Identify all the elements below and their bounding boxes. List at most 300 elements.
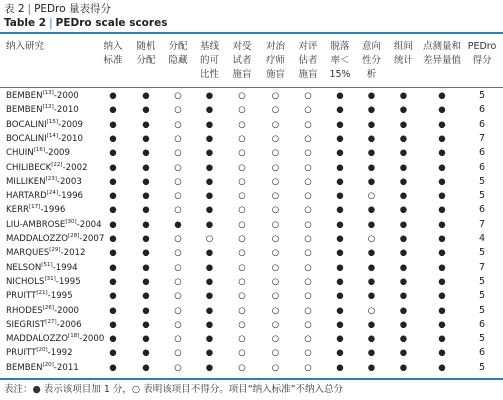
criterion-unmet-mark: ○ [174,362,182,373]
criterion-met-mark: ● [205,334,214,345]
criterion-met-mark: ● [336,148,344,159]
table-note: 表注：● 表示该项目加 1 分，○ 表明该项目不得分。项目“纳入标准”不纳入总分 [4,384,344,395]
criterion-met-mark: ● [399,234,408,244]
criterion-unmet-mark: ○ [271,262,280,273]
pedro-score-cell: 4 [478,233,486,244]
pedro-score-cell: 5 [478,361,486,373]
criterion-unmet-mark: ○ [271,348,280,359]
criterion-met-mark: ● [142,262,150,273]
pedro-score-cell: 5 [478,275,486,287]
criterion-met-mark: ● [336,205,344,216]
criterion-met-mark: ● [399,148,408,159]
study-author: BEMBEN [6,362,43,373]
criterion-unmet-mark: ○ [304,162,312,173]
study-year: -2003 [56,176,82,187]
study-year: -2009 [57,119,83,130]
criterion-met-mark: ● [336,262,344,273]
study-year: -2011 [53,362,79,373]
criterion-met-mark: ● [205,219,214,230]
criterion-unmet-mark: ○ [271,305,280,316]
study-year: -2002 [62,162,88,173]
criterion-met-mark: ● [367,91,376,101]
criterion-met-mark: ● [205,133,214,144]
criterion-met-mark: ● [109,119,117,130]
header-eligibility: 纳入 标准 [103,41,123,66]
criterion-met-mark: ● [109,291,117,302]
criterion-met-mark: ● [205,248,214,259]
criterion-met-mark: ● [336,362,344,373]
study-reference: [12] [42,104,54,111]
pedro-score-cell: 5 [478,190,486,202]
criterion-met-mark: ● [336,162,344,173]
header-concealed-allocation: 分配 隐藏 [168,41,188,66]
criterion-met-mark: ● [399,119,408,130]
study-year: -1996 [58,191,84,202]
study-reference: [15] [46,118,58,125]
criterion-met-mark: ● [438,162,446,173]
criterion-met-mark: ● [399,176,408,187]
criterion-met-mark: ● [399,319,408,330]
criterion-met-mark: ● [109,191,117,202]
criterion-met-mark: ● [438,262,446,273]
criterion-met-mark: ● [142,119,150,130]
criterion-met-mark: ● [399,191,408,202]
criterion-met-mark: ● [205,162,214,173]
criterion-unmet-mark: ○ [238,105,246,116]
study-reference: [30] [65,218,77,225]
study-author: BOCALINI [6,119,47,130]
criterion-met-mark: ● [399,248,408,259]
criterion-unmet-mark: ○ [271,205,280,216]
criterion-met-mark: ● [367,362,376,373]
criterion-met-mark: ● [142,362,150,373]
table-caption-en: PEDro scale scores [55,17,168,29]
criterion-met-mark: ● [109,219,117,230]
pedro-score-cell: 6 [478,347,486,359]
pedro-score-cell: 6 [478,318,486,330]
criterion-unmet-mark: ○ [271,91,280,101]
criterion-met-mark: ● [367,319,376,330]
criterion-unmet-mark: ○ [238,148,246,159]
criterion-met-mark: ● [142,133,150,144]
criterion-unmet-mark: ○ [174,319,182,330]
study-name-cell [6,318,82,332]
criterion-unmet-mark: ○ [304,305,312,316]
criterion-unmet-mark: ○ [367,305,376,316]
criterion-unmet-mark: ○ [304,291,312,302]
criterion-met-mark: ● [336,234,344,244]
criterion-unmet-mark: ○ [238,276,246,287]
criterion-met-mark: ● [142,234,150,244]
criterion-met-mark: ● [367,205,376,216]
study-author: CHUIN [6,148,34,159]
criterion-unmet-mark: ○ [205,234,214,244]
criterion-met-mark: ● [336,133,344,144]
criterion-met-mark: ● [142,176,150,187]
criterion-unmet-mark: ○ [304,234,312,244]
criterion-met-mark: ● [109,234,117,244]
criterion-met-mark: ● [367,276,376,287]
criterion-met-mark: ● [205,148,214,159]
criterion-met-mark: ● [438,276,446,287]
study-reference: [26] [42,304,54,311]
criterion-met-mark: ● [336,248,344,259]
criterion-met-mark: ● [367,133,376,144]
criterion-unmet-mark: ○ [174,334,182,345]
study-year: -2000 [53,91,79,101]
study-year: -2004 [76,219,102,230]
study-name-cell [6,89,79,103]
criterion-unmet-mark: ○ [271,105,280,116]
study-reference: [16] [33,147,46,154]
study-author: BEMBEN [6,91,43,101]
table-number-en: Table 2 [4,17,47,29]
criterion-met-mark: ● [438,176,446,187]
study-year: -2010 [57,133,83,144]
criterion-unmet-mark: ○ [271,291,280,302]
study-year: -1995 [55,276,81,287]
study-name-cell [6,361,79,375]
criterion-met-mark: ● [438,191,446,202]
criterion-met-mark: ● [109,334,117,345]
criterion-met-mark: ● [399,262,408,273]
study-name-cell [6,232,104,246]
criterion-met-mark: ● [205,291,214,302]
criterion-unmet-mark: ○ [304,362,312,373]
criterion-met-mark: ● [109,276,117,287]
criterion-unmet-mark: ○ [304,219,312,230]
criterion-met-mark: ● [336,219,344,230]
criterion-met-mark: ● [438,91,446,101]
criterion-unmet-mark: ○ [174,305,182,316]
criterion-unmet-mark: ○ [238,91,246,101]
study-year: -1996 [40,205,66,216]
criterion-unmet-mark: ○ [304,105,312,116]
study-author: SIEGRIST [6,319,46,330]
criterion-unmet-mark: ○ [238,191,246,202]
study-author: MADDALOZZO [6,234,69,244]
criterion-met-mark: ● [399,348,408,359]
criterion-met-mark: ● [109,148,117,159]
study-year: -1994 [52,262,78,273]
study-year: -2009 [45,148,70,159]
study-reference: [13] [42,90,54,97]
criterion-met-mark: ● [142,219,150,230]
criterion-met-mark: ● [336,334,344,345]
study-year: -2010 [53,105,79,116]
criterion-unmet-mark: ○ [304,205,312,216]
criterion-met-mark: ● [367,262,376,273]
header-assessor-blinding: 对评 估者 施盲 [298,41,318,80]
study-name-cell [6,146,70,160]
criterion-unmet-mark: ○ [271,234,280,244]
study-year: -1995 [47,291,73,302]
criterion-met-mark: ● [367,162,376,173]
table-caption-cn: PEDro 量表得分 [34,3,111,15]
criterion-met-mark: ● [438,291,446,302]
criterion-unmet-mark: ○ [304,119,312,130]
study-reference: [23] [45,175,57,182]
criterion-met-mark: ● [367,219,376,230]
study-reference: [18] [68,333,80,340]
criterion-met-mark: ● [142,319,150,330]
criterion-met-mark: ● [109,319,117,330]
study-name-cell [6,332,104,346]
criterion-unmet-mark: ○ [304,191,312,202]
criterion-met-mark: ● [367,348,376,359]
criterion-met-mark: ● [336,191,344,202]
criterion-met-mark: ● [142,162,150,173]
criterion-met-mark: ● [109,105,117,116]
criterion-met-mark: ● [438,105,446,116]
study-name-cell [6,289,73,303]
table-number-cn: 表 2 [4,3,25,15]
criterion-met-mark: ● [399,133,408,144]
pedro-score-cell: 6 [478,104,486,116]
header-random-allocation: 随机 分配 [136,41,156,66]
study-name-cell [6,189,83,203]
criterion-unmet-mark: ○ [174,205,182,216]
criterion-met-mark: ● [399,291,408,302]
criterion-met-mark: ● [205,191,214,202]
pedro-score-cell: 6 [478,161,486,173]
study-author: NICHOLS [6,276,45,287]
criterion-met-mark: ● [205,91,214,101]
study-name-cell [6,175,82,189]
criterion-unmet-mark: ○ [174,248,182,259]
pedro-score-cell: 6 [478,118,486,130]
pedro-score-cell: 5 [478,304,486,316]
criterion-met-mark: ● [205,319,214,330]
header-between-group-stats: 组间 统计 [393,41,413,66]
criterion-unmet-mark: ○ [304,334,312,345]
criterion-unmet-mark: ○ [238,133,246,144]
criterion-met-mark: ● [109,262,117,273]
criterion-met-mark: ● [438,319,446,330]
criterion-unmet-mark: ○ [304,276,312,287]
criterion-met-mark: ● [399,362,408,373]
criterion-met-mark: ● [336,276,344,287]
criterion-met-mark: ● [336,105,344,116]
table-header-rule [0,87,503,88]
criterion-met-mark: ● [336,291,344,302]
criterion-unmet-mark: ○ [174,234,182,244]
criterion-unmet-mark: ○ [271,162,280,173]
header-pedro-score: PEDro 得分 [467,41,497,66]
criterion-unmet-mark: ○ [174,162,182,173]
criterion-met-mark: ● [336,176,344,187]
study-reference: [22] [51,161,63,168]
criterion-unmet-mark: ○ [174,348,182,359]
criterion-met-mark: ● [367,119,376,130]
study-reference: [51] [41,261,53,268]
criterion-met-mark: ● [438,348,446,359]
study-author: CHILIBECK [6,162,52,173]
pedro-score-cell: 7 [478,132,486,144]
study-year: -2000 [54,305,79,316]
study-author: RHODES [6,305,43,316]
study-reference: [24] [46,190,59,197]
criterion-unmet-mark: ○ [304,262,312,273]
criterion-met-mark: ● [142,276,150,287]
criterion-unmet-mark: ○ [174,105,182,116]
study-name-cell [6,218,102,232]
criterion-met-mark: ● [367,176,376,187]
criterion-unmet-mark: ○ [304,248,312,259]
criterion-met-mark: ● [205,348,214,359]
criterion-unmet-mark: ○ [238,119,246,130]
criterion-unmet-mark: ○ [271,362,280,373]
criterion-unmet-mark: ○ [271,191,280,202]
pedro-score-cell: 5 [478,90,486,101]
criterion-met-mark: ● [367,248,376,259]
criterion-met-mark: ● [399,219,408,230]
title-separator-cn: | [27,3,32,15]
study-reference: [20] [36,347,48,354]
criterion-unmet-mark: ○ [304,319,312,330]
criterion-met-mark: ● [399,162,408,173]
criterion-unmet-mark: ○ [238,205,246,216]
criterion-unmet-mark: ○ [271,219,280,230]
criterion-unmet-mark: ○ [304,133,312,144]
pedro-score-cell: 5 [478,247,486,259]
criterion-met-mark: ● [336,348,344,359]
criterion-unmet-mark: ○ [174,291,182,302]
criterion-unmet-mark: ○ [238,162,246,173]
study-author: BOCALINI [6,133,47,144]
criterion-met-mark: ● [109,362,117,373]
criterion-met-mark: ● [142,191,150,202]
criterion-unmet-mark: ○ [174,276,182,287]
criterion-met-mark: ● [336,119,344,130]
criterion-met-mark: ● [142,334,150,345]
criterion-met-mark: ● [205,276,214,287]
study-author: LIU-AMBROSE [6,219,66,230]
criterion-unmet-mark: ○ [304,348,312,359]
criterion-met-mark: ● [142,91,150,101]
criterion-unmet-mark: ○ [271,176,280,187]
study-reference: [29] [49,247,61,254]
criterion-met-mark: ● [438,219,446,230]
criterion-unmet-mark: ○ [367,234,376,244]
criterion-unmet-mark: ○ [238,334,246,345]
criterion-met-mark: ● [109,91,117,101]
criterion-met-mark: ● [399,305,408,316]
header-intention-to-treat: 意向 性分 析 [361,41,381,80]
study-author: BEMBEN [6,105,43,116]
criterion-met-mark: ● [438,248,446,259]
criterion-met-mark: ● [438,119,446,130]
criterion-met-mark: ● [142,305,150,316]
study-name-cell [6,346,73,360]
study-name-cell [6,161,88,175]
criterion-unmet-mark: ○ [174,262,182,273]
criterion-met-mark: ● [399,91,408,101]
study-name-cell [6,118,83,132]
criterion-met-mark: ● [174,219,182,230]
pedro-score-cell: 7 [478,218,486,230]
study-reference: [31] [44,276,56,283]
criterion-met-mark: ● [399,334,408,345]
study-reference: [27] [45,318,57,325]
criterion-met-mark: ● [367,105,376,116]
criterion-unmet-mark: ○ [174,91,182,101]
criterion-met-mark: ● [142,148,150,159]
pedro-score-cell: 6 [478,204,486,216]
table-bottom-rule [0,378,503,380]
criterion-met-mark: ● [336,319,344,330]
criterion-met-mark: ● [109,305,117,316]
header-included-study: 纳入研究 [6,41,45,52]
study-reference: [21] [36,290,48,297]
criterion-unmet-mark: ○ [304,148,312,159]
criterion-met-mark: ● [367,148,376,159]
criterion-unmet-mark: ○ [238,219,246,230]
criterion-met-mark: ● [109,205,117,216]
criterion-met-mark: ● [399,205,408,216]
criterion-unmet-mark: ○ [174,133,182,144]
pedro-score-cell: 5 [478,175,486,187]
criterion-met-mark: ● [438,305,446,316]
table-top-rule [0,32,503,34]
criterion-met-mark: ● [109,348,117,359]
criterion-unmet-mark: ○ [238,348,246,359]
study-author: PRUITT [6,291,37,302]
study-name-cell [6,304,79,318]
pedro-score-cell: 5 [478,290,486,302]
criterion-unmet-mark: ○ [174,148,182,159]
criterion-unmet-mark: ○ [367,191,376,202]
criterion-met-mark: ● [142,348,150,359]
study-name-cell [6,103,79,117]
table-title-en [4,16,167,30]
study-name-cell [6,261,78,275]
pedro-score-cell: 6 [478,147,486,159]
criterion-met-mark: ● [205,205,214,216]
study-author: PRUITT [6,348,37,359]
study-author: KERR [6,205,30,216]
criterion-met-mark: ● [109,248,117,259]
criterion-unmet-mark: ○ [174,191,182,202]
criterion-met-mark: ● [109,133,117,144]
criterion-met-mark: ● [438,205,446,216]
study-year: -1992 [47,348,73,359]
header-subject-blinding: 对受 试者 施盲 [232,41,252,80]
criterion-unmet-mark: ○ [238,319,246,330]
header-dropout-rate: 脱落 率＜ 15% [329,41,351,80]
criterion-unmet-mark: ○ [304,176,312,187]
criterion-unmet-mark: ○ [238,248,246,259]
study-name-cell [6,275,81,289]
criterion-met-mark: ● [399,276,408,287]
study-reference: [14] [46,133,58,140]
header-point-measures: 点测量和 差异量值 [422,41,461,66]
criterion-met-mark: ● [438,133,446,144]
criterion-unmet-mark: ○ [238,176,246,187]
study-reference: [20] [42,361,54,368]
criterion-unmet-mark: ○ [238,234,246,244]
criterion-unmet-mark: ○ [238,362,246,373]
criterion-met-mark: ● [205,176,214,187]
pedro-score-cell: 7 [478,261,486,273]
criterion-unmet-mark: ○ [271,148,280,159]
criterion-met-mark: ● [205,119,214,130]
pedro-score-cell: 5 [478,333,486,345]
study-author: NELSON [6,262,42,273]
study-year: -2006 [56,319,82,330]
criterion-met-mark: ● [142,291,150,302]
criterion-unmet-mark: ○ [174,176,182,187]
